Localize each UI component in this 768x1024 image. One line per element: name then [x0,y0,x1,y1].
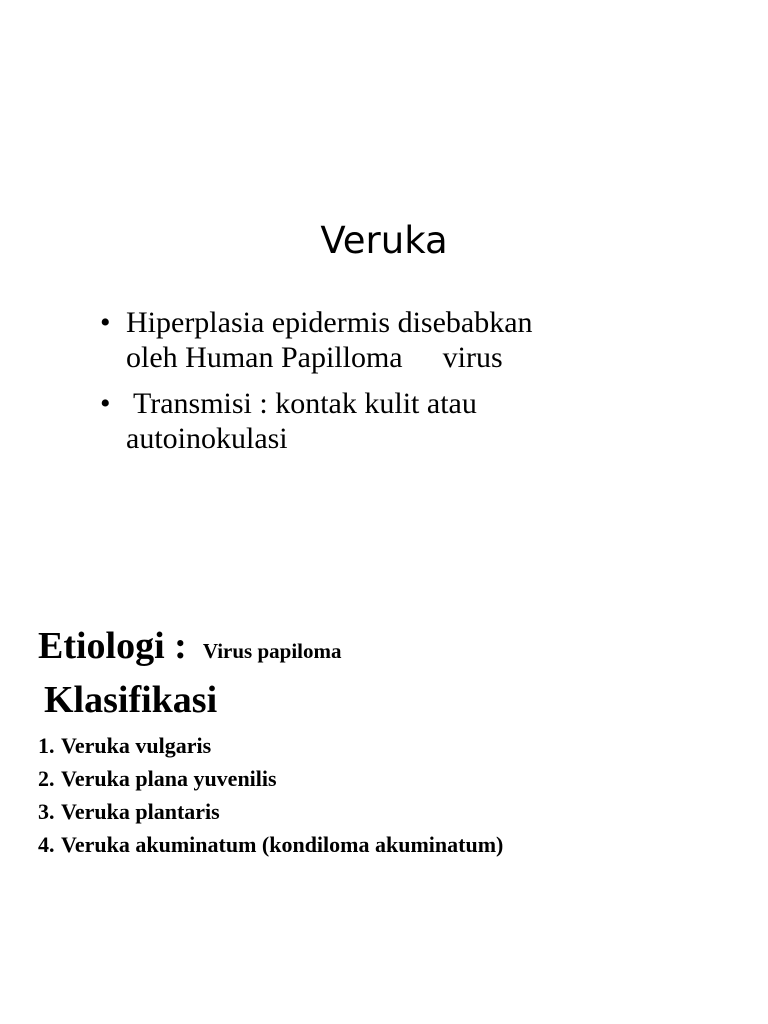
list-item [38,729,503,762]
bullet-dot-icon: • [100,306,111,339]
bullet-item-hiperplasia [100,305,620,375]
etiologi-value: Virus papiloma [202,639,342,663]
bullet-text-line2: autoinokulasi [126,422,288,455]
bullet-dot-icon: • [100,387,111,420]
klasifikasi-heading: Klasifikasi [44,679,218,721]
list-item-text: Veruka plana yuvenilis [61,766,277,791]
bullet-text-line1: Hiperplasia epidermis disebabkan [126,306,533,339]
bullet-text-line1: Transmisi : kontak kulit atau [126,387,477,420]
list-item-number: 1. [38,733,55,758]
klasifikasi-list [38,729,503,861]
bullet-text-line2a: oleh Human Papilloma [126,341,403,374]
list-item-number: 4. [38,832,55,857]
list-item-number: 3. [38,799,55,824]
list-item [38,762,503,795]
list-item [38,828,503,861]
list-item-text: Veruka vulgaris [61,733,212,758]
bullet-text-line2b: virus [442,341,503,374]
slide-title: Veruka [320,219,448,262]
bullet-item-transmisi [100,386,620,456]
list-item-text: Veruka plantaris [61,799,220,824]
list-item-number: 2. [38,766,55,791]
slide-klasifikasi [0,576,768,1024]
list-item [38,795,503,828]
list-item-text: Veruka akuminatum (kondiloma akuminatum) [61,832,504,857]
etiologi-label: Etiologi : [38,625,187,667]
etiologi-line [38,622,342,675]
bullet-list [100,305,620,467]
